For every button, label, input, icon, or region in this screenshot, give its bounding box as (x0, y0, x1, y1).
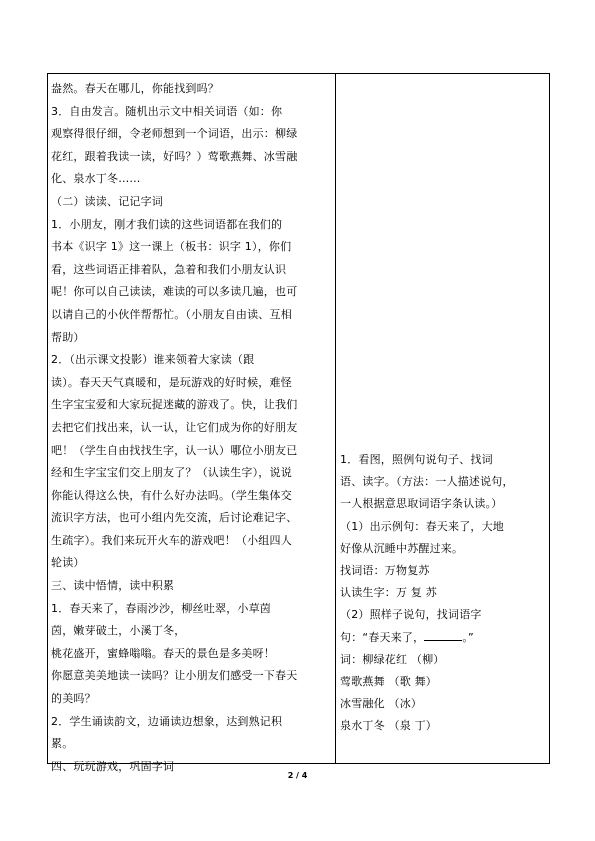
text-line: 语、读字。（方法：一人描述说句， (340, 475, 514, 489)
text-line: 去把它们找出来，认一认，让它们成为你的好朋友 (51, 420, 298, 434)
text-line: 1．春天来了，春雨沙沙，柳丝吐翠，小草茵 (51, 601, 271, 615)
text-line: 累。 (51, 737, 74, 751)
fill-in-sentence (340, 627, 548, 649)
text-line: 莺歌燕舞 （歌 舞） (340, 675, 437, 689)
text-line: 轮读） (51, 556, 85, 570)
text-line: 冰雪融化 （冰） (340, 697, 423, 711)
text-line: （2）照样子说句，找词语字 (340, 608, 482, 622)
text-line: 1．看图，照例句说句子、找词 (340, 453, 493, 466)
text-line: 流识字方法，也可小组内先交流，后讨论难记字、 (51, 511, 298, 525)
text-line: 帮助） (51, 330, 85, 344)
text-line: 书本《识字 1》这一课上（板书：识字 1），你们 (51, 240, 292, 254)
section-heading: （二）读读、记记字词 (51, 194, 163, 208)
lesson-content-column (51, 78, 334, 778)
text-line: 好像从沉睡中苏醒过来。 (340, 541, 464, 555)
lesson-table (47, 73, 550, 773)
text-line: 生疏字）。我们来玩开火车的游戏吧！（小组四人 (51, 533, 292, 547)
text-line: 你愿意美美地读一读吗？让小朋友们感受一下春天 (51, 669, 298, 683)
fill-blank (424, 630, 462, 641)
text-line: 桃花盛开，蜜蜂嗡嗡。春天的景色是多美呀！ (51, 646, 275, 660)
page-number: 2 / 4 (287, 771, 308, 780)
text-line: 茵，嫩芽破土，小溪丁冬， (51, 624, 186, 638)
activity-column (340, 449, 548, 738)
text-line: 找词语：万物复苏 (340, 564, 430, 578)
text-line: 看，这些词语正排着队，急着和我们小朋友认识 (51, 262, 287, 276)
text-line: 吧！（学生自由找找生字，认一认）哪位小朋友已 (51, 443, 298, 457)
sentence-prefix: 句：“春天来了， (340, 630, 425, 644)
column-divider (335, 74, 336, 763)
text-line: 观察得很仔细，令老师想到一个词语，出示：柳绿 (51, 127, 298, 141)
text-line: 以请自己的小伙伴帮帮忙。（小朋友自由读、互相 (51, 307, 292, 321)
text-line: 生字宝宝爱和大家玩捉迷藏的游戏了。快，让我们 (51, 398, 298, 412)
text-line: 3．自由发言。随机出示文中相关词语（如：你 (51, 104, 283, 118)
text-line: 词：柳绿花红 （柳） (340, 652, 445, 666)
text-line: 2．（出示课文投影）谁来领着大家读（跟 (51, 353, 255, 367)
text-line: 经和生字宝宝们交上朋友了？（认读生字），说说 (51, 466, 292, 480)
text-line: 一人根据意思取词语字条认读。） (340, 497, 503, 511)
text-line: 花红，跟着我读一读，好吗？）莺歌燕舞、冰雪融 (51, 149, 298, 163)
text-line: 的美吗？ (51, 692, 96, 706)
text-line: 泉水丁冬 （泉 丁） (340, 719, 437, 733)
text-line: 读）。春天天气真暖和，是玩游戏的好时候，难怪 (51, 375, 292, 389)
text-line: 盎然。春天在哪儿，你能找到吗？ (51, 82, 219, 95)
text-line: 2．学生诵读韵文，边诵读边想象，达到熟记积 (51, 714, 283, 728)
sentence-suffix: 。” (462, 630, 474, 644)
section-heading: 四、玩玩游戏，巩固字词 (51, 759, 175, 773)
text-line: 呢！你可以自己读读，难读的可以多读几遍，也可 (51, 285, 298, 299)
text-line: 你能认得这么快，有什么好办法吗。（学生集体交 (51, 488, 292, 502)
text-line: （1）出示例句：春天来了，大地 (340, 519, 504, 533)
text-line: 1．小朋友，刚才我们读的这些词语都在我们的 (51, 217, 283, 231)
section-heading: 三、读中悟情，读中积累 (51, 579, 175, 593)
text-line: 认读生字：万 复 苏 (340, 586, 437, 600)
text-line: 化、泉水丁冬…… (51, 172, 141, 186)
